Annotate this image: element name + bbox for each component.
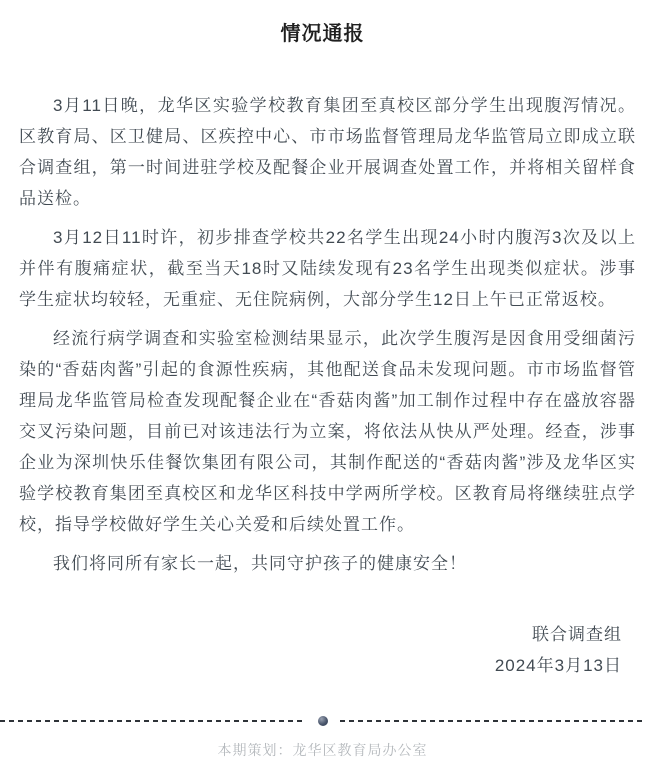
bead-dot-icon (318, 716, 328, 726)
report-paragraph-2: 3月12日11时许，初步排查学校共22名学生出现24小时内腹泻3次及以上并伴有腹痛症状，截至当天18时又陆续发现有23名学生出现类似症状。涉事学生症状均较轻，无重症、无住院病例，大部分学生12日上午已正常返校。 (19, 228, 636, 309)
report-body (0, 90, 645, 681)
footer-credit: 本期策划：龙华区教育局办公室 (217, 742, 428, 758)
signature-block (19, 619, 636, 681)
footer-divider (0, 716, 645, 726)
report-paragraph-4: 我们将同所有家长一起，共同守护孩子的健康安全！ (53, 554, 467, 573)
divider-dash-right (340, 720, 645, 722)
report-paragraph-3: 经流行病学调查和实验室检测结果显示，此次学生腹泻是因食用受细菌污染的“香菇肉酱”引起的食源性疾病，其他配送食品未发现问题。市市场监督管理局龙华监管局检查发现配餐企业在“香菇肉酱”加工制作过程中存在盛放容器交叉污染问题，目前已对该违法行为立案，将依法从快从严处理。经查，涉事企业为深圳快乐佳餐饮集团有限公司，其制作配送的“香菇肉酱”涉及龙华区实验学校教育集团至真校区和龙华区科技中学两所学校。区教育局将继续驻点学校，指导学校做好学生关心关爱和后续处置工作。 (19, 329, 636, 534)
signature-org: 联合调查组 (532, 625, 622, 644)
report-paragraph-1: 3月11日晚，龙华区实验学校教育集团至真校区部分学生出现腹泻情况。区教育局、区卫健局、区疾控中心、市市场监督管理局龙华监管局立即成立联合调查组，第一时间进驻学校及配餐企业开展调查处置工作，并将相关留样食品送检。 (19, 96, 636, 208)
signature-date: 2024年3月13日 (494, 656, 622, 675)
divider-dash-left (0, 720, 306, 722)
page-title: 情况通报 (280, 23, 365, 45)
page-footer (0, 716, 645, 767)
